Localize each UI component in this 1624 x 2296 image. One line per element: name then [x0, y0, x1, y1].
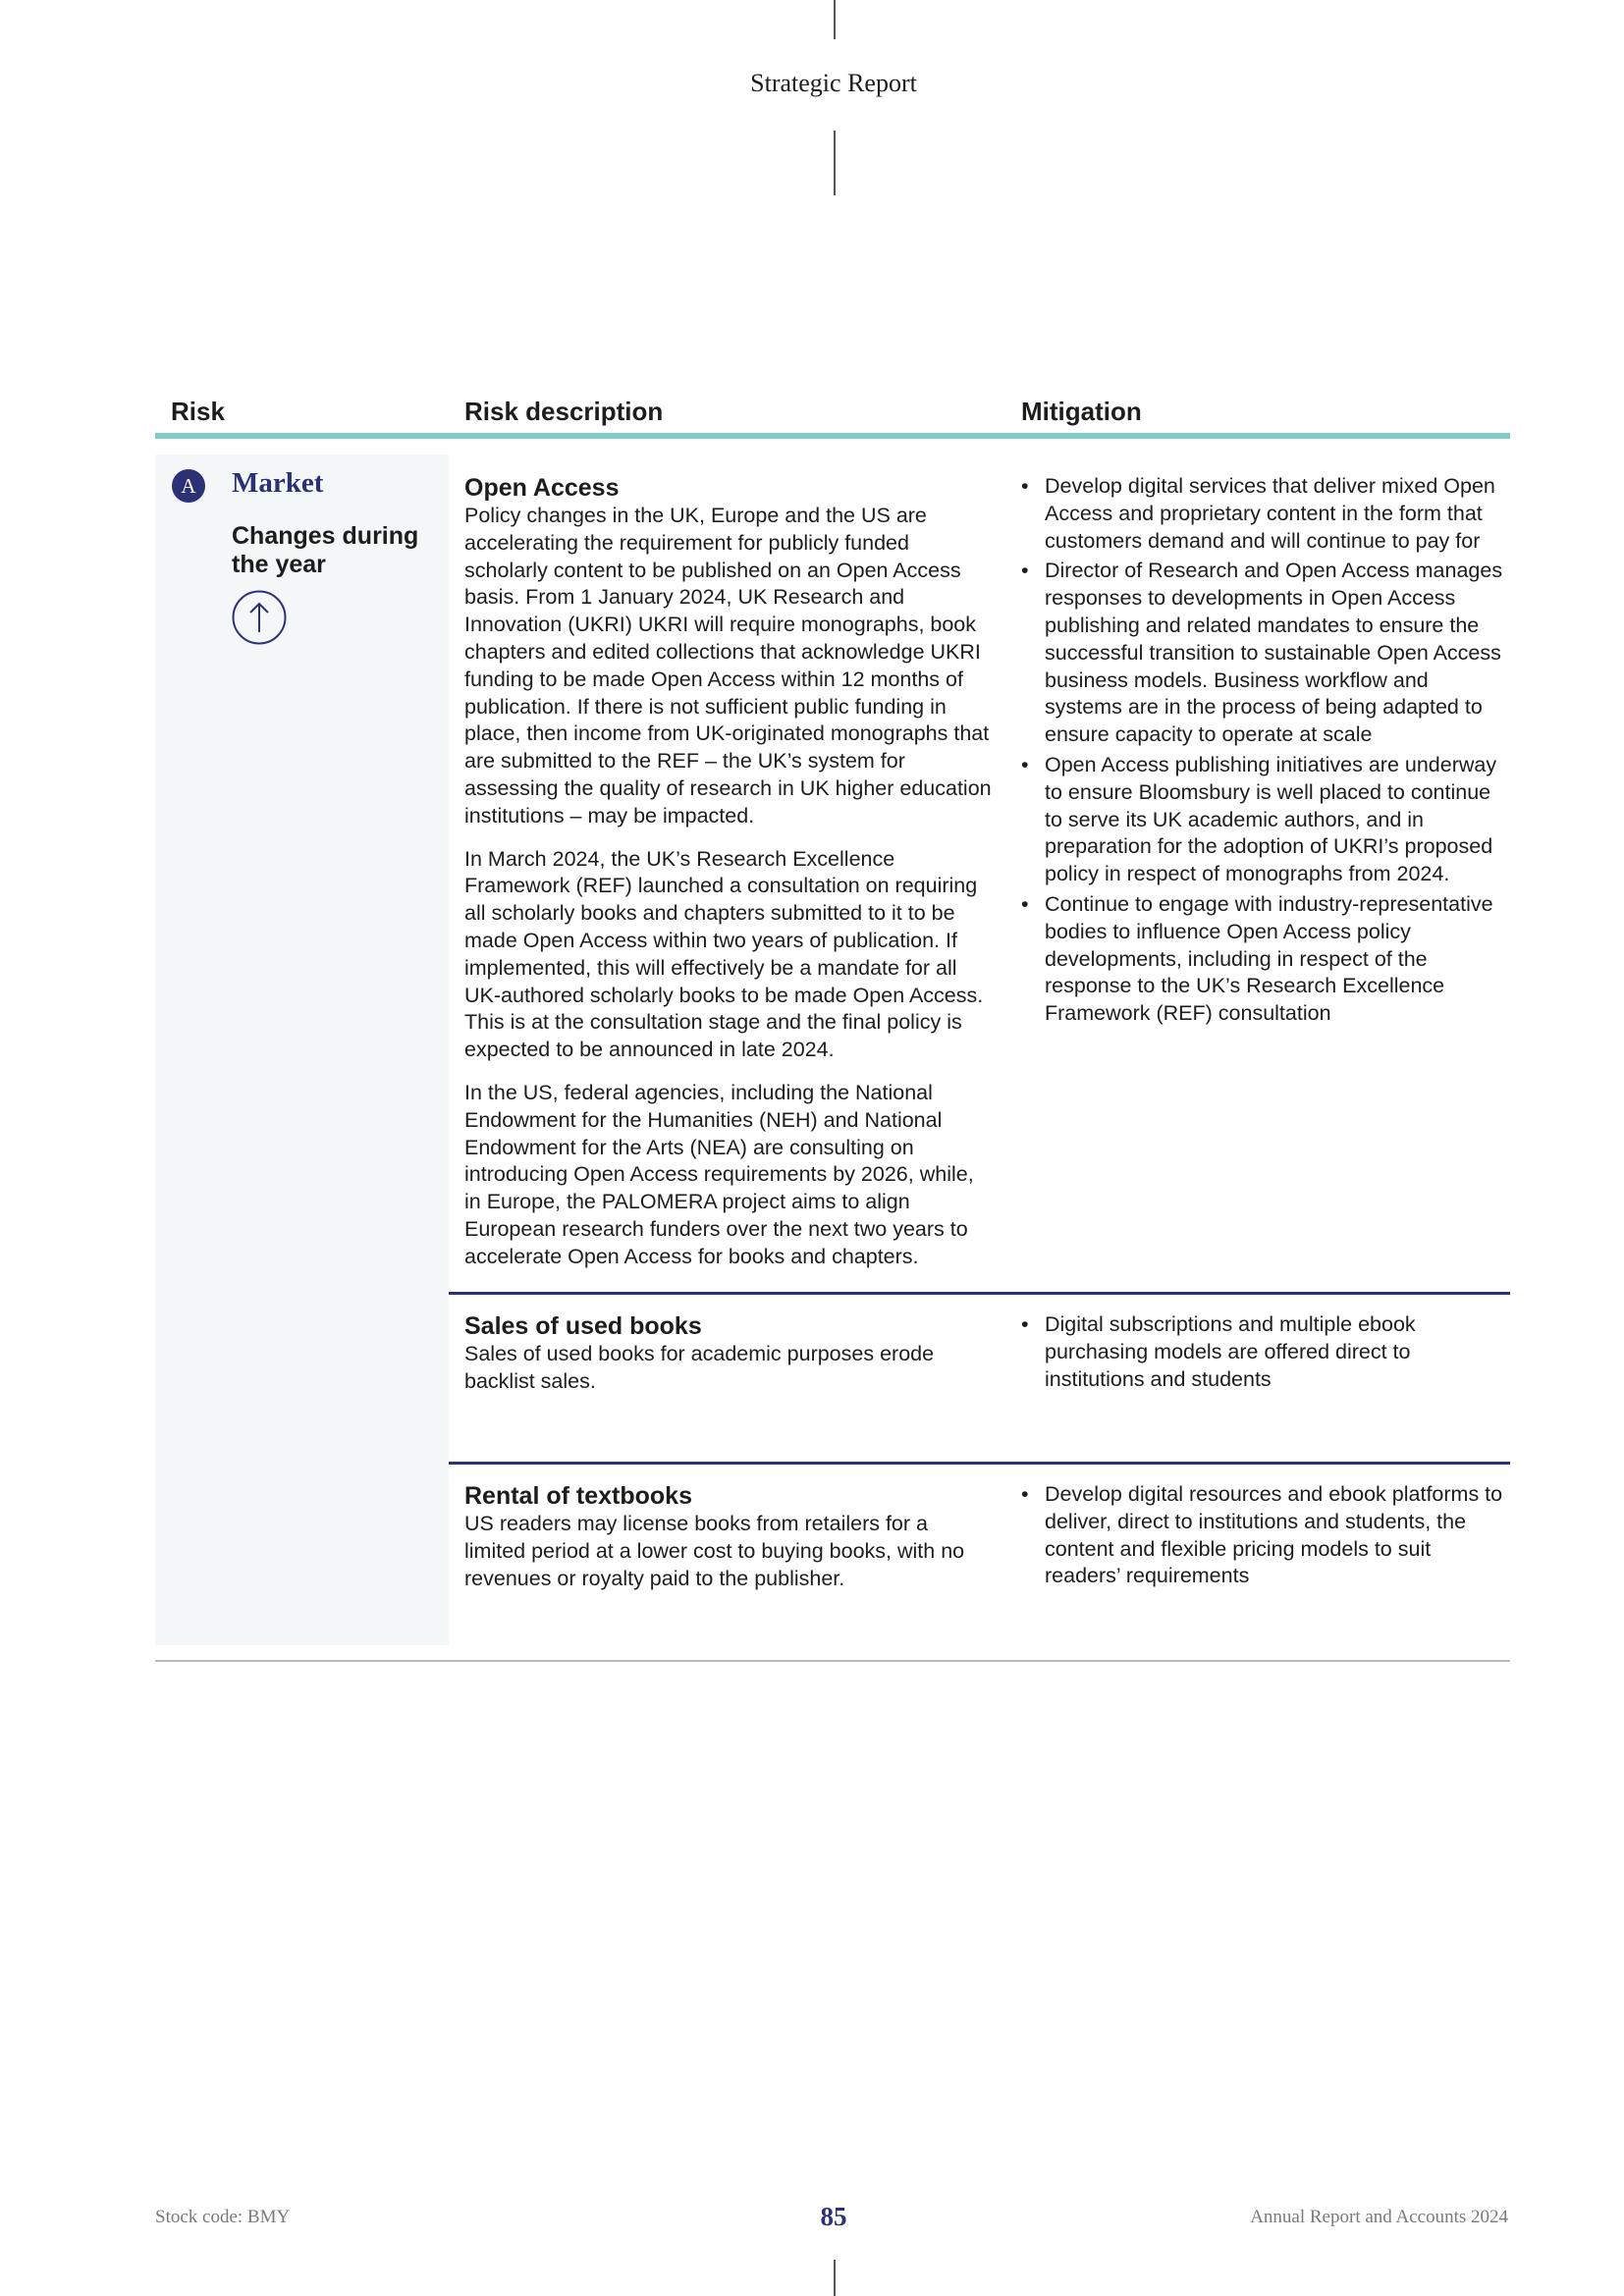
change-label: Changes during the year	[232, 522, 419, 578]
mitigation-item: • Director of Research and Open Access manages responses to developments in Open Access publishing and related mandates to ensure the successful transition to sustainable Open Access business models. Business workflow and systems are in the process of being adapted to ensure capacity to operate at scale	[1021, 558, 1508, 749]
risk-letter-badge: A	[172, 469, 205, 503]
header-rule	[155, 433, 1510, 439]
page-number: 85	[820, 2202, 847, 2231]
risk-name: Market	[232, 467, 324, 499]
mitigation-used-books	[1021, 1311, 1508, 1396]
row-divider	[449, 1462, 1510, 1465]
mitigation-item: • Continue to engage with industry-representative bodies to influence Open Access policy developments, including in respect of the response to the UK’s Research Excellence Framework (REF) consultation	[1021, 891, 1508, 1028]
report-name: Annual Report and Accounts 2024	[1250, 2207, 1508, 2227]
stock-code: Stock code: BMY	[155, 2207, 291, 2227]
table-bottom-rule	[155, 1660, 1510, 1662]
section-title: Strategic Report	[750, 69, 917, 97]
risk-title: Sales of used books	[464, 1312, 702, 1340]
description-paragraph: In the US, federal agencies, including the National Endowment for the Humanities (NEH) and National Endowment for the Arts (NEA) are consulting on introducing Open Access requirements by 2026, while, in Europe, the PALOMERA project aims to align European research funders over the next two years to accelerate Open Access for books and chapters.	[464, 1080, 974, 1268]
column-header-description: Risk description	[464, 397, 664, 426]
risk-description-used-books	[464, 1311, 995, 1412]
mitigation-open-access	[1021, 473, 1508, 1031]
mitigation-item: • Open Access publishing initiatives are underway to ensure Bloomsbury is well placed to continue to serve its UK academic authors, and in preparation for the adoption of UKRI’s proposed policy in respect of monographs from 2024.	[1021, 752, 1508, 888]
column-header-risk: Risk	[171, 397, 225, 426]
risk-title: Rental of textbooks	[464, 1482, 692, 1510]
top-divider-line	[834, 0, 836, 39]
description-paragraph: Policy changes in the UK, Europe and the US are accelerating the requirement for publicly funded scholarly content to be published on an Open Access basis. From 1 January 2024, UK Research and Innovation (UKRI) UKRI will require monographs, book chapters and edited collections that acknowledge UKRI funding to be made Open Access within 12 months of publication. If there is not sufficient public funding in place, then income from UK-originated monographs that are submitted to the REF – the UK’s system for assessing the quality of research in UK higher education institutions – may be impacted.	[464, 504, 992, 828]
description-paragraph: Sales of used books for academic purposes erode backlist sales.	[464, 1342, 935, 1393]
risk-title: Open Access	[464, 474, 620, 502]
description-paragraph: US readers may license books from retailers for a limited period at a lower cost to buying books, with no revenues or royalty paid to the publisher.	[464, 1512, 965, 1590]
arrow-up-circle-icon	[232, 590, 287, 645]
row-divider	[449, 1292, 1510, 1295]
footer-divider-line	[834, 2260, 836, 2296]
description-paragraph: In March 2024, the UK’s Research Excellence Framework (REF) launched a consultation on requiring all scholarly books and chapters submitted to it to be made Open Access within two years of publication. If implemented, this will effectively be a mandate for all UK-authored scholarly books to be made Open Access. This is at the consultation stage and the final policy is expected to be announced in late 2024.	[464, 846, 984, 1062]
risk-description-open-access	[464, 473, 995, 1287]
risk-panel	[155, 454, 449, 1645]
column-header-mitigation: Mitigation	[1021, 397, 1142, 426]
header-divider-line	[834, 131, 836, 195]
risk-description-rental	[464, 1481, 995, 1608]
mitigation-rental	[1021, 1481, 1508, 1593]
mitigation-item: • Develop digital resources and ebook platforms to deliver, direct to institutions and students, the content and flexible pricing models to suit readers’ requirements	[1021, 1481, 1508, 1590]
mitigation-item: • Develop digital services that deliver mixed Open Access and proprietary content in the form that customers demand and will continue to pay for	[1021, 473, 1508, 555]
mitigation-item: • Digital subscriptions and multiple ebook purchasing models are offered direct to institutions and students	[1021, 1311, 1508, 1393]
